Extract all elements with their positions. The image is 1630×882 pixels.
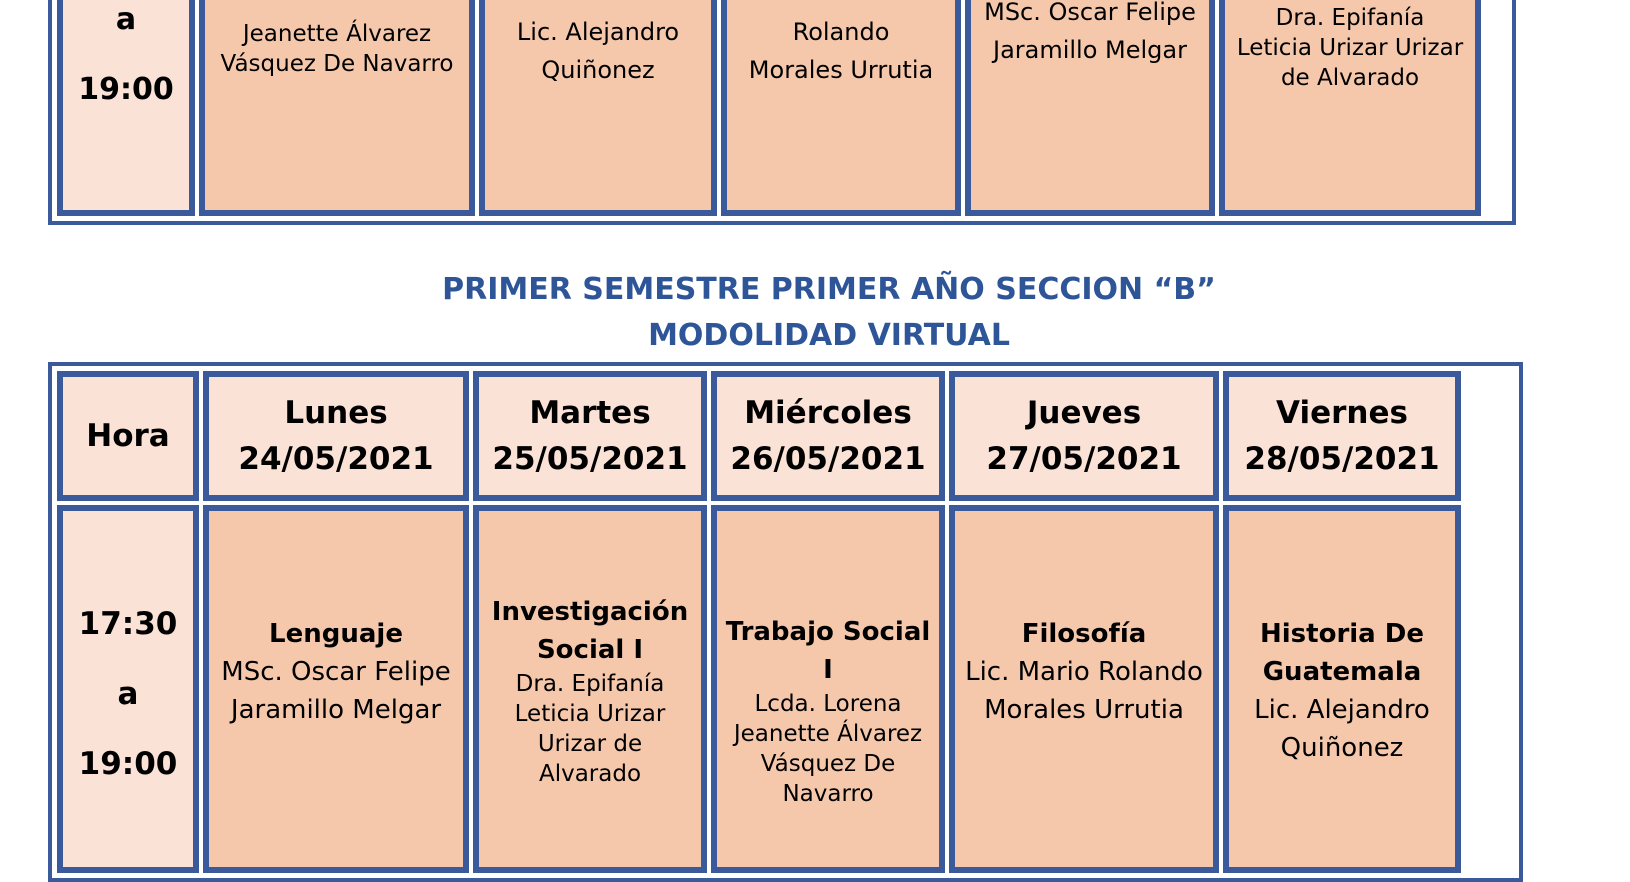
teacher-line: Jeanette Álvarez bbox=[733, 721, 923, 747]
hora-label: Hora bbox=[86, 418, 170, 454]
subject-name: Historia De bbox=[1260, 619, 1424, 649]
hour-text: 19:00 bbox=[78, 72, 174, 107]
day-name: Lunes bbox=[284, 395, 388, 431]
day-name: Miércoles bbox=[744, 395, 912, 431]
teacher-line: Leticia Urizar Urizar bbox=[1236, 35, 1464, 61]
section-subtitle: MODOLIDAD VIRTUAL bbox=[648, 318, 1010, 353]
teacher-line: Urizar de bbox=[537, 731, 643, 757]
teacher-line: Vásquez De bbox=[760, 751, 896, 777]
class-cell bbox=[1220, 0, 1480, 215]
teacher-line: Jeanette Álvarez bbox=[242, 21, 432, 47]
teacher-line: Vásquez De Navarro bbox=[220, 51, 454, 77]
class-cell-thursday bbox=[950, 506, 1218, 872]
class-cell-tuesday bbox=[474, 506, 706, 872]
teacher-line: Quiñonez bbox=[1280, 733, 1404, 763]
teacher-line: Dra. Epifanía bbox=[515, 671, 665, 697]
day-date: 28/05/2021 bbox=[1244, 441, 1440, 477]
section-title: PRIMER SEMESTRE PRIMER AÑO SECCION “B” bbox=[442, 272, 1216, 307]
day-header bbox=[204, 372, 468, 500]
teacher-line: Jaramillo Melgar bbox=[230, 695, 442, 725]
teacher-line: Morales Urrutia bbox=[984, 695, 1184, 725]
subject-name: Trabajo Social I bbox=[725, 617, 931, 685]
teacher-line: Alvarado bbox=[538, 761, 642, 787]
hour-text: 19:00 bbox=[78, 746, 178, 782]
day-header bbox=[1224, 372, 1460, 500]
teacher-line: Lic. Alejandro bbox=[1254, 695, 1430, 725]
hour-text: a bbox=[117, 676, 139, 712]
teacher-line: Jaramillo Melgar bbox=[992, 36, 1187, 64]
class-cell bbox=[722, 0, 960, 215]
subject-name: Investigación bbox=[491, 597, 689, 627]
teacher-line: MSc. Oscar Felipe bbox=[984, 0, 1196, 26]
day-header bbox=[950, 372, 1218, 500]
teacher-line: Lcda. Lorena bbox=[754, 691, 902, 717]
teacher-line: Lic. Mario Rolando bbox=[965, 657, 1203, 687]
subject-name: Lenguaje bbox=[269, 619, 403, 649]
teacher-line: Lic. Alejandro bbox=[516, 18, 680, 46]
day-header bbox=[712, 372, 944, 500]
class-cell bbox=[200, 0, 474, 215]
class-cell-wednesday bbox=[712, 506, 944, 872]
teacher-line: Quiñonez bbox=[541, 56, 655, 84]
teacher-line: Morales Urrutia bbox=[748, 56, 934, 84]
hour-text: 17:30 bbox=[78, 606, 178, 642]
schedule-table bbox=[48, 362, 1523, 882]
day-date: 26/05/2021 bbox=[730, 441, 926, 477]
hour-cell bbox=[58, 506, 198, 872]
hora-header bbox=[58, 372, 198, 500]
teacher-line: Dra. Epifanía bbox=[1275, 5, 1425, 31]
teacher-line: Rolando bbox=[792, 18, 890, 46]
subject-name: Guatemala bbox=[1262, 657, 1422, 687]
day-date: 25/05/2021 bbox=[492, 441, 688, 477]
day-date: 24/05/2021 bbox=[238, 441, 434, 477]
hour-cell bbox=[58, 0, 194, 215]
day-date: 27/05/2021 bbox=[986, 441, 1182, 477]
class-cell-monday bbox=[204, 506, 468, 872]
teacher-line: de Alvarado bbox=[1280, 65, 1420, 91]
day-name: Jueves bbox=[1026, 395, 1142, 431]
teacher-line: Navarro bbox=[782, 781, 874, 807]
day-header bbox=[474, 372, 706, 500]
subject-name: Social I bbox=[536, 635, 644, 665]
subject-name: Filosofía bbox=[1021, 619, 1147, 649]
class-cell-friday bbox=[1224, 506, 1460, 872]
class-cell bbox=[480, 0, 716, 215]
previous-schedule-table bbox=[48, 0, 1516, 225]
day-name: Martes bbox=[529, 395, 651, 431]
teacher-line: MSc. Oscar Felipe bbox=[221, 657, 451, 687]
class-cell bbox=[966, 0, 1214, 215]
teacher-line: Leticia Urizar bbox=[514, 701, 666, 727]
day-name: Viernes bbox=[1276, 395, 1408, 431]
hour-text: a bbox=[115, 2, 137, 37]
